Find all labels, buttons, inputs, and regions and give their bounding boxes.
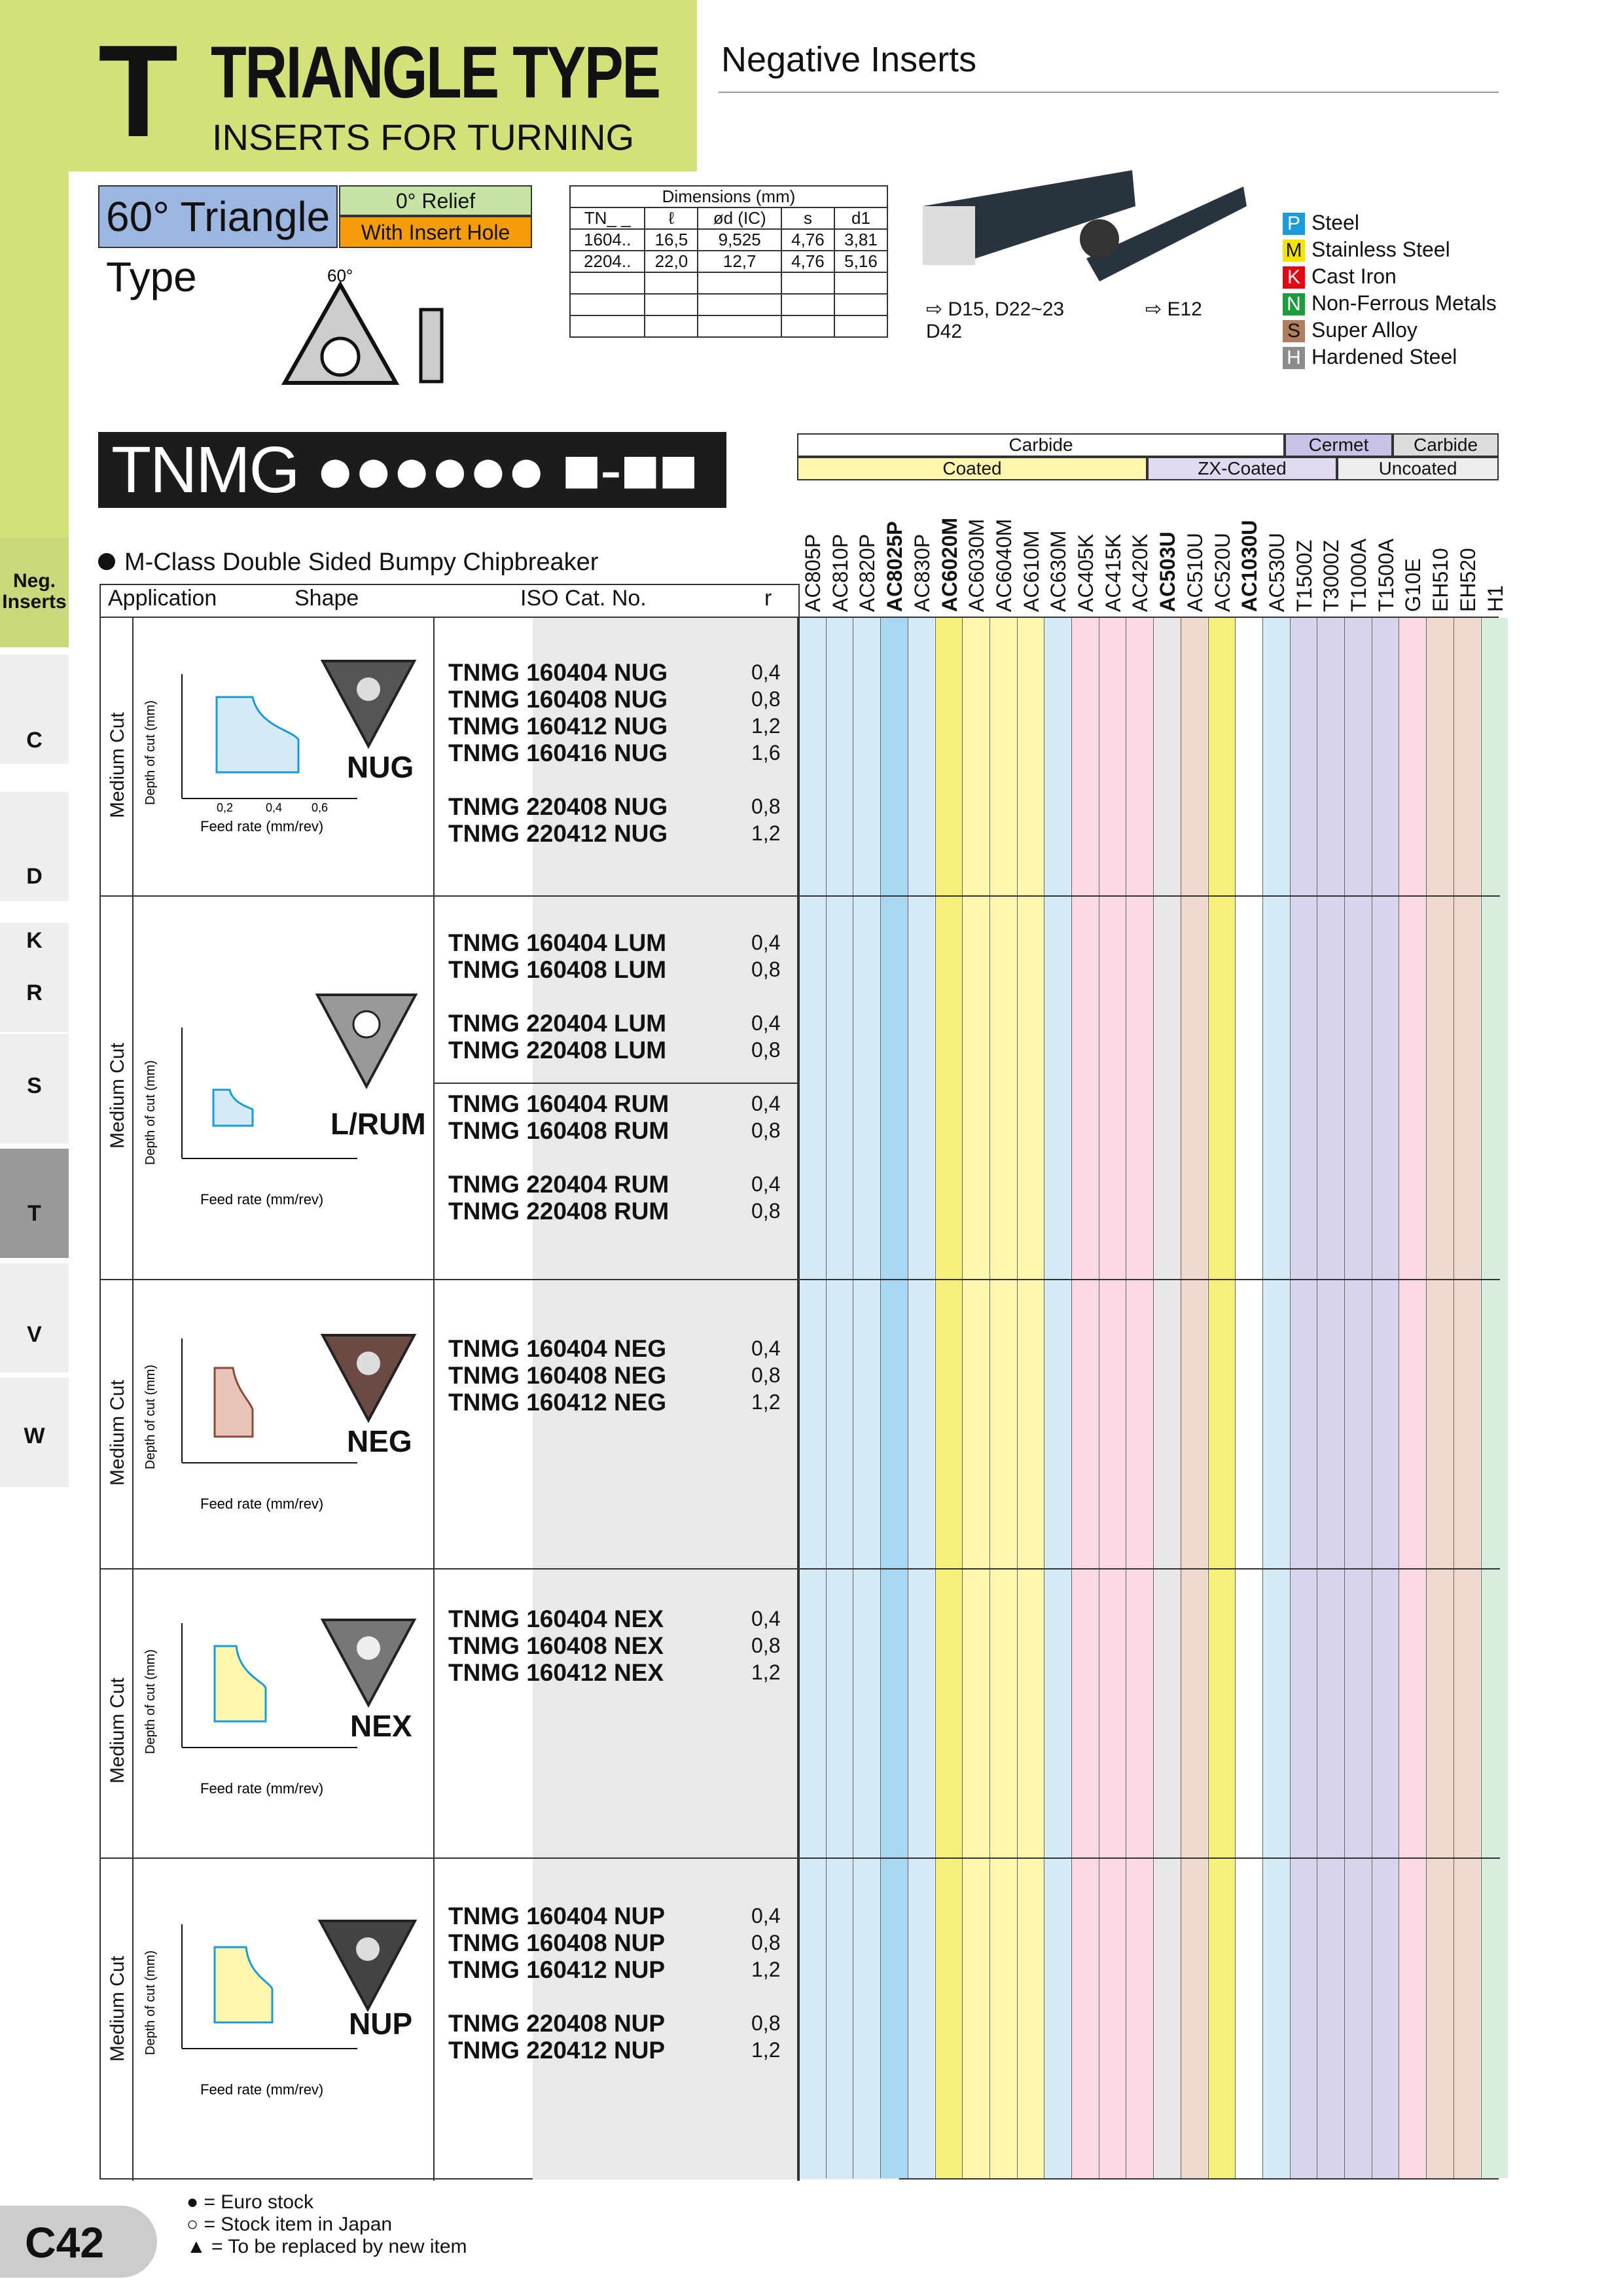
grade-column [990,618,1017,2178]
dim-header: d1 [834,207,887,229]
grade-column [1290,618,1317,2178]
type-letter: T [98,18,179,164]
grade-name: G10E [1401,558,1425,612]
chart-xlabel: Feed rate (mm/rev) [200,2081,324,2098]
grade-name: AC6020M [937,517,961,612]
dim-header: ℓ [645,207,698,229]
dim-cell: 12,7 [698,251,781,272]
dim-cell: 3,81 [834,229,887,251]
page-title: TRIANGLE TYPE [211,31,660,113]
svg-text:0,6: 0,6 [312,801,329,814]
grade-name: AC1030U [1238,520,1262,612]
chart-ylabel: Depth of cut (mm) [143,1950,158,2055]
grade-name: AC820P [855,533,880,612]
chart-xlabel: Feed rate (mm/rev) [200,1496,324,1512]
tab-label: T [27,1201,41,1226]
dim-cell: 5,16 [834,251,887,272]
chart-ylabel: Depth of cut (mm) [143,700,158,805]
chart-xlabel: Feed rate (mm/rev) [200,1780,324,1797]
dim-header: s [781,207,834,229]
holder-label: ⇨ D15, D22~23 D42 [926,298,1065,342]
tab-s[interactable] [0,1034,69,1145]
group-cermet: Cermet [1285,433,1393,457]
grade-name: T1000A [1347,538,1370,612]
divider [719,92,1499,93]
tab-label: Neg. Inserts [2,570,67,613]
grade-name: AC503U [1156,531,1180,612]
grade-column [853,618,880,2178]
radius-list: 0,4 0,8 1,2 [751,1607,781,1684]
tab-neg-inserts[interactable] [0,538,69,649]
tab-label: C [26,728,43,753]
group-zx: ZX-Coated [1147,457,1337,480]
iso-cat-list: TNMG 160404 NEG TNMG 160408 NEG TNMG 160412 NEG [448,1335,667,1416]
chip-range-chart [141,1617,377,1813]
legend-item: N Non-Ferrous Metals [1283,290,1497,317]
dim-cell: 16,5 [645,229,698,251]
dim-cell: 1604.. [570,229,645,251]
chart-xlabel: Feed rate (mm/rev) [200,818,324,834]
grade-name: T1500Z [1292,539,1316,612]
grade-column [1317,618,1344,2178]
grade-column [1044,618,1071,2178]
footnote: ○ = Stock item in Japan [187,2214,393,2235]
chipbreaker-name: NEX [350,1709,412,1743]
hole-label: With Insert Hole [339,216,532,248]
tab-t[interactable] [0,1149,69,1260]
chip-range-chart [141,1021,377,1217]
application-label: Medium Cut [107,1956,128,2062]
tab-label: R [26,980,43,1005]
grade-name: AC610M [1019,530,1043,612]
tab-label: V [27,1322,42,1347]
grade-column [1426,618,1454,2178]
grade-name: AC830P [910,533,934,612]
grade-name: AC530U [1264,533,1289,612]
toolholder-icon [916,167,1257,298]
footnote: ● = Euro stock [187,2191,314,2213]
dim-header: TN_ _ [570,207,645,229]
chipbreaker-name: NUG [347,750,414,784]
footnote: ▲ = To be replaced by new item [187,2236,467,2257]
legend-item: S Super Alloy [1283,317,1497,344]
tab-label: S [27,1073,42,1098]
legend-item: M Stainless Steel [1283,236,1497,263]
tab-k-r[interactable] [0,923,69,1034]
tab-label: D [26,864,43,889]
radius-list: 0,4 0,8 0,4 0,8 0,4 0,8 0,4 0,8 [751,931,781,1223]
category-label: Negative Inserts [721,40,977,79]
grade-column [1181,618,1208,2178]
col-shape: Shape [294,586,359,611]
iso-cat-list: TNMG 160404 NUG TNMG 160408 NUG TNMG 160412 NUG TNMG 160416 NUG TNMG 220408 NUG TNMG 220412 NUG [448,659,668,847]
chipbreaker-name: NEG [347,1424,412,1458]
application-label: Medium Cut [107,1380,128,1486]
svg-text:0,2: 0,2 [217,801,234,814]
grade-column [962,618,990,2178]
chart-ylabel: Depth of cut (mm) [143,1649,158,1754]
application-label: Medium Cut [107,712,128,818]
grade-name: AC630M [1046,530,1071,612]
triangle-type-label: 60° Triangle Type [98,185,338,248]
insert-drawing-icon [262,265,458,422]
grade-column [1235,618,1262,2178]
grade-column [1017,618,1044,2178]
application-label: Medium Cut [107,1043,128,1149]
chart-ylabel: Depth of cut (mm) [143,1060,158,1165]
radius-list: 0,4 0,8 1,2 [751,1336,781,1414]
group-uncoated: Uncoated [1337,457,1499,480]
grade-name: H1 [1483,585,1507,612]
iso-legend [1283,209,1497,370]
radius-list: 0,4 0,8 1,2 1,6 0,8 1,2 [751,660,781,845]
legend-item: K Cast Iron [1283,263,1497,290]
iso-cat-list: TNMG 160404 LUM TNMG 160408 LUM TNMG 220404 LUM TNMG 220408 LUM TNMG 160404 RUM TNMG 160408 RUM TNMG 220404 RUM TNMG 220408 RUM [448,929,669,1225]
dim-cell: 4,76 [781,229,834,251]
col-iso: ISO Cat. No. [520,586,647,611]
grade-column [908,618,935,2178]
dim-cell: 22,0 [645,251,698,272]
chip-range-chart [141,1918,377,2114]
dim-cell: 4,76 [781,251,834,272]
grade-column [826,618,853,2178]
tab-c[interactable] [0,655,69,766]
tab-w[interactable] [0,1378,69,1489]
col-r: r [764,586,772,611]
relief-label: 0° Relief [339,185,532,216]
grade-column [1262,618,1290,2178]
dim-cell: 2204.. [570,251,645,272]
chart-xlabel: Feed rate (mm/rev) [200,1191,324,1208]
group-carbide: Carbide [797,433,1285,457]
footnotes [187,2191,467,2258]
grade-name: AC805P [801,533,825,612]
radius-list: 0,4 0,8 1,2 0,8 1,2 [751,1904,781,2062]
tab-label: K [26,928,43,953]
chart-ylabel: Depth of cut (mm) [143,1364,158,1469]
grade-name: AC8025P [883,521,907,612]
grade-column [935,618,963,2178]
grade-column [1344,618,1372,2178]
dim-title: Dimensions (mm) [570,186,887,207]
side-band [0,171,69,538]
page-number: C42 [25,2218,105,2267]
grade-name: EH520 [1455,548,1480,612]
grade-name: T1500A [1374,538,1398,612]
iso-cat-list: TNMG 160404 NEX TNMG 160408 NEX TNMG 160412 NEX [448,1605,664,1686]
page-subtitle: INSERTS FOR TURNING [212,117,635,158]
tab-v[interactable] [0,1263,69,1374]
tab-d[interactable] [0,792,69,903]
chipbreaker-name: NUP [349,2007,413,2041]
svg-text:0,4: 0,4 [266,801,283,814]
grade-name: T3000Z [1319,539,1344,612]
grade-column [880,618,908,2178]
grade-name: AC510U [1183,533,1207,612]
grade-name: EH510 [1429,548,1453,612]
grade-column [1454,618,1481,2178]
holder-label: ⇨ E12 [1145,298,1202,320]
page-number-tab [0,2206,157,2278]
tab-label: W [24,1424,45,1448]
chipbreaker-name: L/RUM [330,1107,426,1141]
application-label: Medium Cut [107,1677,128,1784]
chip-range-chart [141,668,377,851]
iso-cat-list: TNMG 160404 NUP TNMG 160408 NUP TNMG 160412 NUP TNMG 220408 NUP TNMG 220412 NUP [448,1903,666,2064]
group-carbide2: Carbide [1393,433,1499,457]
chipbreaker-description: M-Class Double Sided Bumpy Chipbreaker [98,548,598,577]
grade-column [1153,618,1181,2178]
grade-column [1372,618,1399,2178]
grade-name: AC415K [1101,533,1125,612]
chip-range-chart [141,1332,377,1528]
grade-column [1481,618,1508,2178]
group-coated: Coated [797,457,1147,480]
legend-item: P Steel [1283,209,1497,236]
dim-cell: 9,525 [698,229,781,251]
grade-name: AC405K [1074,533,1097,612]
col-application: Application [108,586,217,611]
legend-item: H Hardened Steel [1283,344,1497,370]
grade-column [798,618,826,2178]
grade-column [1208,618,1236,2178]
series-title: TNMG ●●●●●● ■-■■ [98,432,726,508]
grade-column [1126,618,1153,2178]
grade-name: AC810P [828,533,852,612]
grade-name: AC6040M [991,518,1016,612]
dimensions-table [569,185,888,338]
grade-name: AC420K [1128,533,1152,612]
grade-name: AC520U [1210,533,1234,612]
grade-column [1099,618,1126,2178]
dim-header: ød (IC) [698,207,781,229]
angle-label: 60° [327,266,353,285]
grade-name: AC6030M [965,518,989,612]
grade-column [1071,618,1099,2178]
grade-column [1399,618,1426,2178]
